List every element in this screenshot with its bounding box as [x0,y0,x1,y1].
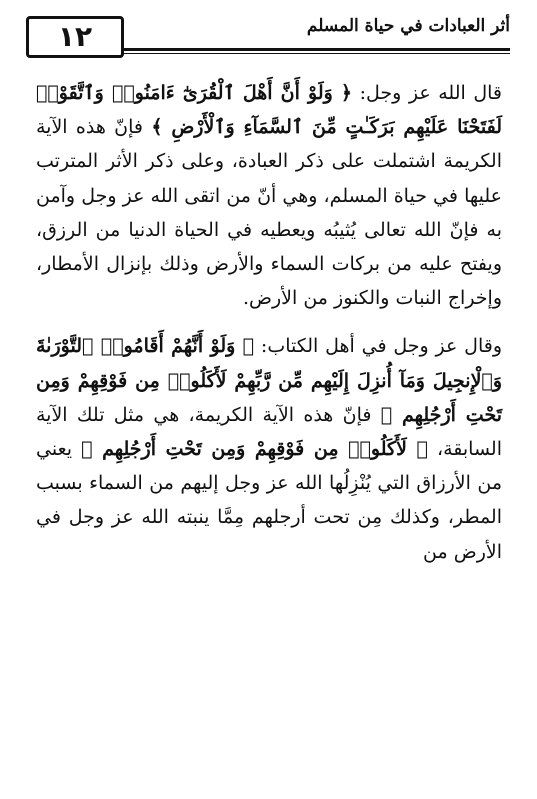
page-body [36,76,502,569]
quran-verse: ﴿ لَأَكَلُوا۟ مِن فَوْقِهِمْ وَمِن تَحْتِ أَرْجُلِهِم ﴾ [81,438,428,461]
header-rule [124,48,510,51]
text-segment: قال الله عز وجل: [352,82,502,104]
quran-verse: ﴿ وَلَوْ أَنَّ أَهْلَ ٱلْقُرَىٰٓ ءَامَنُوا۟ وَٱتَّقَوْا۟ لَفَتَحْنَا عَلَيْهِم بَرَكَـٰتٍ مِّنَ ٱلسَّمَآءِ وَٱلْأَرْضِ ﴾ [36,82,503,139]
text-segment: يعني من الأرزاق التي يُنْزِلُها الله عز وجل إليهم من السماء بسبب المطر، وكذلك مِن تحت أرجلهم مِمَّا ينبته الله عز وجل في الأرض من [36,438,502,563]
text-segment: وقال عز وجل في أهل الكتاب: [254,335,502,358]
page-header [26,14,510,62]
header-rule-thin [124,53,510,54]
text-segment: فإنّ هذه الآية الكريمة، هي مثل تلك الآية السابقة، [36,403,502,461]
text-segment: فإنّ هذه الآية الكريمة اشتملت على ذكر العبادة، وعلى ذكر الأثر المترتب عليها في حياة المسلم، وهي أنّ من اتقى الله عز وجل وآمن به فإنّ الله تعالى يُثيبُه ويعطيه في الحياة الدنيا من الرزق، ويفتح عليه من بركات السماء والأرض وذلك بإنزال الأمطار، وإخراج النبات والكنوز من الأرض. [36,116,502,310]
quran-verse: ﴿ وَلَوْ أَنَّهُمْ أَقَامُوا۟ ٱلتَّوْرَىٰةَ وَٱلْإِنجِيلَ وَمَآ أُنزِلَ إِلَيْهِم مِّن رَّبِّهِمْ لَأَكَلُوا۟ مِن فَوْقِهِمْ وَمِن تَحْتِ أَرْجُلِهِم ﴾ [36,335,503,426]
running-title: أثر العبادات في حياة المسلم [306,16,510,36]
paragraph-2 [36,329,502,568]
page-number: ١٢ [26,16,124,58]
paragraph-1 [36,76,502,315]
